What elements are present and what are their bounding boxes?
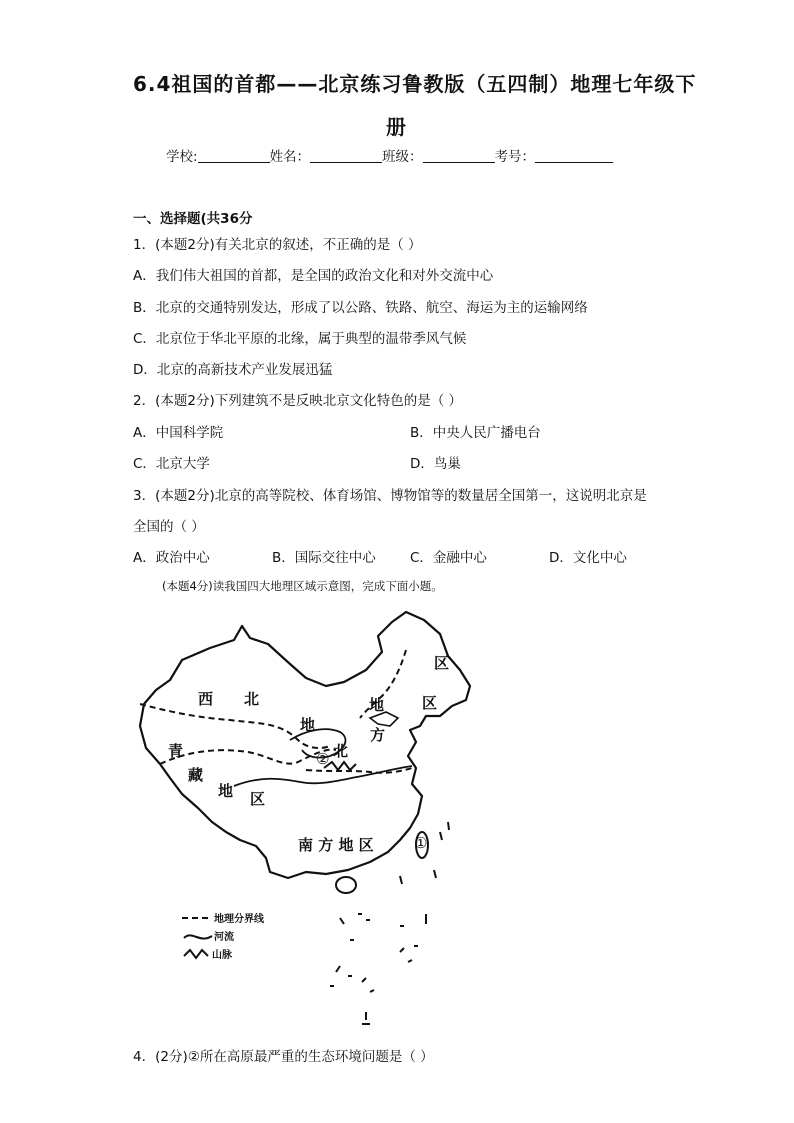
label-northwest-2: 北 — [244, 690, 260, 708]
question-3-stem-cont: 全国的（ ） — [133, 519, 205, 535]
label-tibet-3: 地 — [218, 782, 234, 800]
map-intro: (本题4分)读我国四大地理区域示意图，完成下面小题。 — [162, 579, 443, 593]
label-north-1: 北 — [333, 742, 349, 760]
q1-option-c[interactable]: C．北京位于华北平原的北缘，属于典型的温带季风气候 — [133, 331, 467, 347]
label-north-4: 区 — [422, 694, 438, 712]
q1-option-b[interactable]: B．北京的交通特别发达，形成了以公路、铁路、航空、海运为主的运输网络 — [133, 300, 588, 316]
label-northwest-1: 西 — [198, 690, 214, 708]
label-north-2: 方 — [370, 726, 386, 744]
class-field[interactable] — [423, 148, 495, 163]
label-north-3: 地 — [369, 696, 385, 714]
legend-mountain-label: 山脉 — [212, 950, 232, 961]
label-tibet-2: 藏 — [188, 766, 204, 784]
bohai-coast — [370, 712, 398, 726]
q1-option-d[interactable]: D．北京的高新技术产业发展迅猛 — [133, 362, 333, 378]
legend-river-label: 河流 — [214, 932, 234, 943]
q2-option-b[interactable]: B．中央人民广播电台 — [410, 425, 541, 441]
question-2-stem: 2．(本题2分)下列建筑不是反映北京文化特色的是（ ） — [133, 393, 463, 409]
q3-option-d[interactable]: D．文化中心 — [549, 550, 627, 566]
legend-mountain-symbol — [184, 950, 208, 958]
page-title-cont: 册 — [386, 115, 407, 139]
exam-number-field[interactable] — [535, 148, 613, 163]
exam-number-label: 考号： — [494, 149, 536, 165]
section-heading: 一、选择题(共36分 — [133, 211, 253, 227]
hainan-island — [336, 877, 356, 893]
class-label: 班级： — [382, 149, 423, 165]
student-info-row — [166, 145, 613, 165]
q2-option-a[interactable]: A．中国科学院 — [133, 425, 224, 441]
school-label: 学校: — [166, 149, 198, 165]
q3-option-b[interactable]: B．国际交往中心 — [272, 550, 376, 566]
legend-divider-label: 地理分界线 — [214, 914, 264, 925]
q3-option-a[interactable]: A．政治中心 — [133, 550, 210, 566]
china-regions-map — [130, 600, 510, 1040]
legend-river-symbol — [184, 935, 212, 938]
school-field[interactable] — [198, 148, 270, 163]
marker-2: ② — [316, 750, 330, 768]
label-tibet-4: 区 — [250, 790, 266, 808]
q3-option-c[interactable]: C．金融中心 — [410, 550, 487, 566]
question-4-stem: 4．(2分)②所在高原最严重的生态环境问题是（ ） — [133, 1049, 434, 1065]
question-3-stem: 3．(本题2分)北京的高等院校、体育场馆、博物馆等的数量居全国第一，这说明北京是 — [133, 488, 647, 504]
marker-1: ① — [414, 834, 428, 852]
q2-option-d[interactable]: D．鸟巢 — [410, 456, 461, 472]
label-northeast: 区 — [434, 654, 450, 672]
q1-option-a[interactable]: A．我们伟大祖国的首都，是全国的政治文化和对外交流中心 — [133, 268, 494, 284]
label-south: 南 方 地 区 — [298, 836, 374, 854]
name-field[interactable] — [310, 148, 382, 163]
label-tibet-1: 青 — [168, 742, 184, 760]
river-yangtze — [234, 766, 412, 786]
label-northwest-3: 地 — [300, 716, 316, 734]
q2-option-c[interactable]: C．北京大学 — [133, 456, 210, 472]
name-label: 姓名： — [269, 149, 311, 165]
page-title: 6.4祖国的首都——北京练习鲁教版（五四制）地理七年级下 — [133, 72, 697, 96]
question-1-stem: 1．(本题2分)有关北京的叙述，不正确的是（ ） — [133, 237, 422, 253]
